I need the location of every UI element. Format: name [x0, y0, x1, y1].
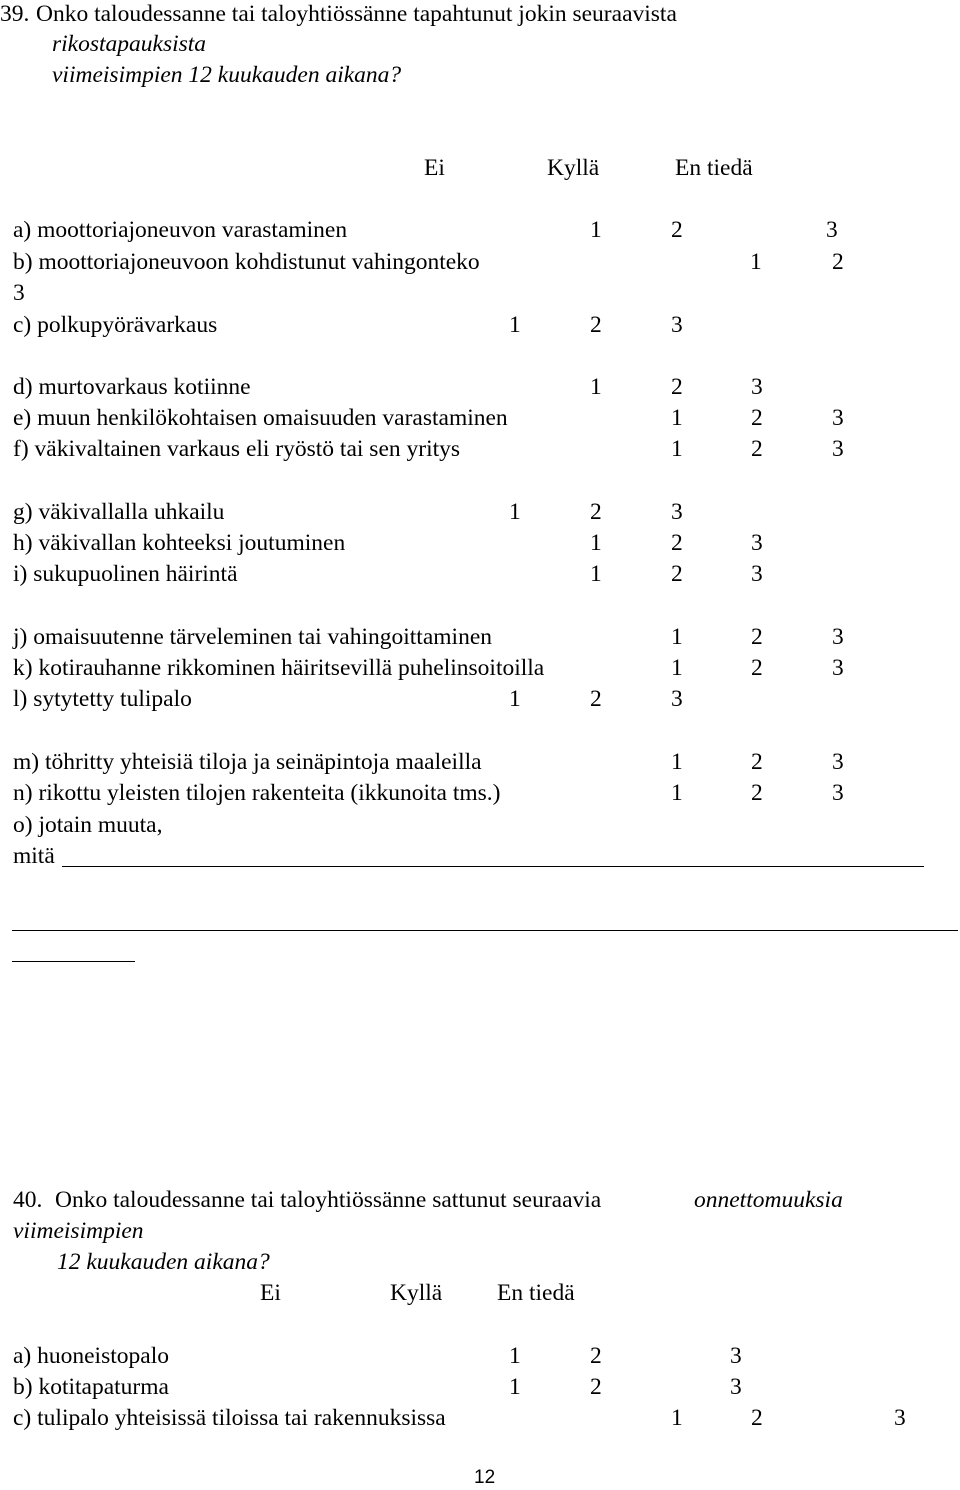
page-number: 12 [474, 1467, 496, 1488]
q39-code-en-tieda[interactable]: 3 [751, 561, 763, 587]
q39-code-en-tieda[interactable]: 3 [13, 280, 25, 306]
q39-code-en-tieda[interactable]: 3 [832, 655, 844, 681]
question-39-number: 39. [0, 1, 30, 27]
q39-code-ei[interactable]: 1 [509, 312, 521, 338]
q39-code-en-tieda[interactable]: 3 [832, 405, 844, 431]
q39-code-kylla[interactable]: 2 [590, 499, 602, 525]
q39-header-en-tieda: En tiedä [675, 155, 753, 181]
question-39-title-italic: rikostapauksista [52, 31, 207, 57]
q39-item-label: i) sukupuolinen häirintä [13, 561, 238, 587]
q39-code-en-tieda[interactable]: 3 [671, 686, 683, 712]
q39-code-ei[interactable]: 1 [590, 530, 602, 556]
q39-code-en-tieda[interactable]: 3 [671, 312, 683, 338]
q39-code-kylla[interactable]: 2 [590, 686, 602, 712]
question-40-number: 40. [13, 1187, 43, 1213]
q40-item-label: a) huoneistopalo [13, 1343, 169, 1369]
q40-code-en-tieda[interactable]: 3 [894, 1405, 906, 1431]
q39-code-ei[interactable]: 1 [671, 624, 683, 650]
question-40-title: Onko taloudessanne tai taloyhtiössänne sattunut seuraavia [55, 1187, 602, 1213]
q39-code-ei[interactable]: 1 [590, 561, 602, 587]
q39-code-en-tieda[interactable]: 3 [671, 499, 683, 525]
q39-code-kylla[interactable]: 2 [832, 249, 844, 275]
q40-code-ei[interactable]: 1 [509, 1374, 521, 1400]
q39-item-label: b) moottoriajoneuvoon kohdistunut vahingonteko [13, 249, 480, 275]
q39-code-kylla[interactable]: 2 [671, 217, 683, 243]
question-40-title-italic: 12 kuukauden aikana? [57, 1249, 270, 1275]
q39-item-label: m) töhritty yhteisiä tiloja ja seinäpintoja maaleilla [13, 749, 482, 775]
q39-code-en-tieda[interactable]: 3 [832, 436, 844, 462]
q40-code-kylla[interactable]: 2 [590, 1374, 602, 1400]
q40-item-label: c) tulipalo yhteisissä tiloissa tai rakennuksissa [13, 1405, 446, 1431]
q39-code-ei[interactable]: 1 [590, 374, 602, 400]
q40-code-kylla[interactable]: 2 [590, 1343, 602, 1369]
q39-item-label: e) muun henkilökohtaisen omaisuuden varastaminen [13, 405, 508, 431]
q39-code-kylla[interactable]: 2 [671, 561, 683, 587]
q39-code-ei[interactable]: 1 [590, 217, 602, 243]
q39-item-label: k) kotirauhanne rikkominen häiritsevillä puhelinsoitoilla [13, 655, 545, 681]
q39-code-ei[interactable]: 1 [671, 780, 683, 806]
q39-other-label: o) jotain muuta, [13, 812, 163, 838]
q39-code-ei[interactable]: 1 [509, 686, 521, 712]
q39-item-label: j) omaisuutenne tärveleminen tai vahingoittaminen [13, 624, 492, 650]
q39-code-ei[interactable]: 1 [509, 499, 521, 525]
q39-item-label: g) väkivallalla uhkailu [13, 499, 225, 525]
q39-code-en-tieda[interactable]: 3 [751, 530, 763, 556]
q39-code-kylla[interactable]: 2 [590, 312, 602, 338]
q39-header-ei: Ei [424, 155, 445, 181]
q39-item-label: d) murtovarkaus kotiinne [13, 374, 251, 400]
q39-code-kylla[interactable]: 2 [751, 436, 763, 462]
q39-code-en-tieda[interactable]: 3 [832, 624, 844, 650]
q39-code-kylla[interactable]: 2 [751, 655, 763, 681]
q39-code-kylla[interactable]: 2 [671, 374, 683, 400]
q39-item-label: c) polkupyörävarkaus [13, 312, 218, 338]
q40-header-ei: Ei [260, 1280, 281, 1306]
q39-code-ei[interactable]: 1 [671, 405, 683, 431]
q39-code-kylla[interactable]: 2 [751, 780, 763, 806]
q39-header-kylla: Kyllä [547, 155, 600, 181]
q39-item-label: n) rikottu yleisten tilojen rakenteita (ikkunoita tms.) [13, 780, 501, 806]
q39-code-ei[interactable]: 1 [671, 436, 683, 462]
q39-code-kylla[interactable]: 2 [751, 405, 763, 431]
q40-header-en-tieda: En tiedä [497, 1280, 575, 1306]
q39-item-label: f) väkivaltainen varkaus eli ryöstö tai sen yritys [13, 436, 461, 462]
q40-item-label: b) kotitapaturma [13, 1374, 169, 1400]
q39-code-en-tieda[interactable]: 3 [826, 217, 838, 243]
q39-code-ei[interactable]: 1 [671, 655, 683, 681]
question-39-title: Onko taloudessanne tai taloyhtiössänne tapahtunut jokin seuraavista [36, 1, 677, 27]
q39-item-label: l) sytytetty tulipalo [13, 686, 192, 712]
q39-code-ei[interactable]: 1 [671, 749, 683, 775]
question-40-title-italic: onnettomuuksia [694, 1187, 843, 1213]
q39-other-answer-line[interactable] [12, 930, 958, 931]
q39-code-en-tieda[interactable]: 3 [751, 374, 763, 400]
q39-code-kylla[interactable]: 2 [751, 749, 763, 775]
q39-code-ei[interactable]: 1 [750, 249, 762, 275]
q39-item-label: h) väkivallan kohteeksi joutuminen [13, 530, 346, 556]
q40-code-ei[interactable]: 1 [671, 1405, 683, 1431]
q39-code-en-tieda[interactable]: 3 [832, 749, 844, 775]
question-39-title-italic: viimeisimpien 12 kuukauden aikana? [52, 62, 402, 88]
q40-code-en-tieda[interactable]: 3 [730, 1374, 742, 1400]
q39-code-kylla[interactable]: 2 [751, 624, 763, 650]
q39-code-en-tieda[interactable]: 3 [832, 780, 844, 806]
q40-code-en-tieda[interactable]: 3 [730, 1343, 742, 1369]
q39-other-answer-line[interactable] [62, 866, 924, 867]
question-40-title-italic: viimeisimpien [13, 1218, 144, 1244]
q40-header-kylla: Kyllä [390, 1280, 443, 1306]
q39-code-kylla[interactable]: 2 [671, 530, 683, 556]
q39-other-prompt: mitä [13, 843, 55, 869]
q39-other-answer-line[interactable] [12, 961, 135, 962]
q39-item-label: a) moottoriajoneuvon varastaminen [13, 217, 348, 243]
q40-code-ei[interactable]: 1 [509, 1343, 521, 1369]
q40-code-kylla[interactable]: 2 [751, 1405, 763, 1431]
